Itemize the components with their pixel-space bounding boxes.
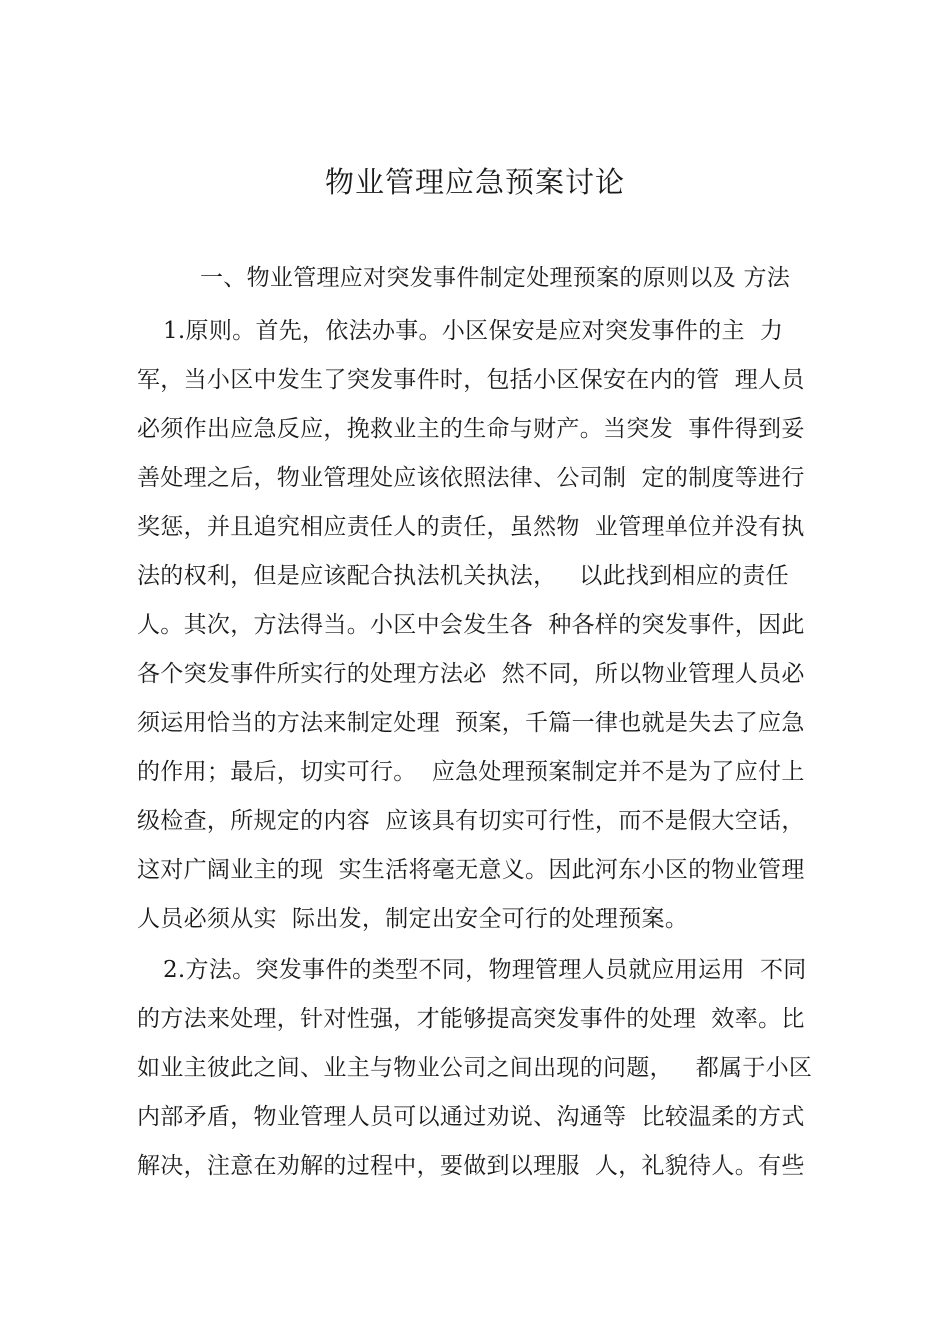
body-line: 的作用；最后，切实可行。 应急处理预案制定并不是为了应付上	[137, 759, 805, 785]
body-line: 这对广阔业主的现 实生活将毫无意义。因此河东小区的物业管理	[137, 857, 805, 883]
body-line: 各个突发事件所实行的处理方法必 然不同，所以物业管理人员必	[137, 661, 805, 687]
body-line: 2.方法。突发事件的类型不同，物理管理人员就应用运用 不同	[163, 957, 807, 983]
document-title: 物业管理应急预案讨论	[324, 165, 625, 199]
section-heading: 一、物业管理应对突发事件制定处理预案的原则以及 方法	[200, 265, 791, 291]
body-line: 人。其次，方法得当。小区中会发生各 种各样的突发事件，因此	[137, 612, 805, 638]
body-line: 级检查，所规定的内容 应该具有切实可行性，而不是假大空话，	[137, 808, 805, 834]
body-line: 军，当小区中发生了突发事件时，包括小区保安在内的管 理人员	[137, 367, 805, 393]
body-line: 解决，注意在劝解的过程中，要做到以理服 人，礼貌待人。有些	[137, 1153, 805, 1179]
body-line: 奖惩，并且追究相应责任人的责任，虽然物 业管理单位并没有执	[137, 514, 805, 540]
body-line: 内部矛盾，物业管理人员可以通过劝说、沟通等 比较温柔的方式	[137, 1104, 805, 1130]
body-line: 人员必须从实 际出发，制定出安全可行的处理预案。	[137, 906, 689, 932]
body-line: 须运用恰当的方法来制定处理 预案，千篇一律也就是失去了应急	[137, 710, 805, 736]
body-line: 法的权利，但是应该配合执法机关执法， 以此找到相应的责任	[137, 563, 789, 589]
body-line: 1.原则。首先，依法办事。小区保安是应对突发事件的主 力	[163, 318, 784, 344]
body-line: 如业主彼此之间、业主与物业公司之间出现的问题， 都属于小区	[137, 1055, 813, 1081]
body-line: 必须作出应急反应，挽救业主的生命与财产。当突发 事件得到妥	[137, 416, 805, 442]
body-line: 善处理之后，物业管理处应该依照法律、公司制 定的制度等进行	[137, 465, 805, 491]
body-line: 的方法来处理，针对性强，才能够提高突发事件的处理 效率。比	[137, 1006, 805, 1032]
